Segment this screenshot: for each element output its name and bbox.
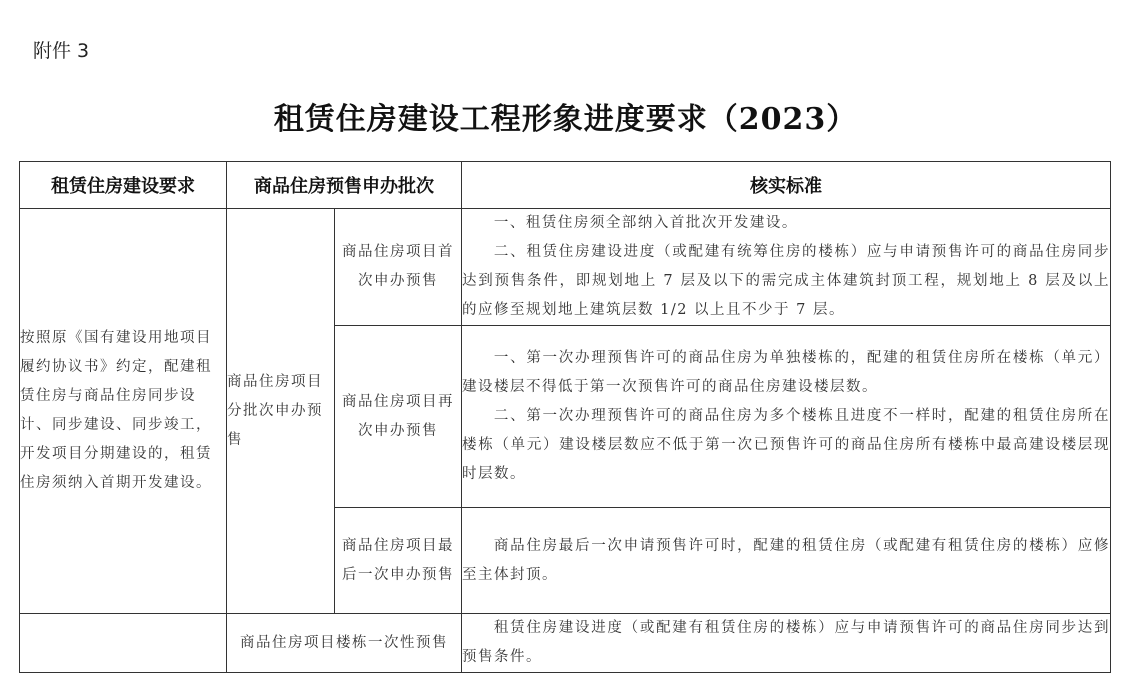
one-time-batch-cell (227, 614, 462, 673)
attachment-label: 附件 3 (33, 40, 90, 62)
criteria-paragraph: 一、第一次办理预售许可的商品住房为单独楼栋的，配建的租赁住房所在楼栋（单元）建设楼层不得低于第一次预售许可的商品住房建设楼层数。 (462, 350, 1110, 395)
one-time-batch-text: 商品住房项目楼栋一次性预售 (240, 634, 448, 651)
criteria-cell (462, 508, 1111, 614)
criteria-cell (462, 326, 1111, 508)
rental-requirement-cell (20, 209, 227, 614)
criteria-cell (462, 614, 1111, 673)
criteria-paragraph: 一、租赁住房须全部纳入首批次开发建设。 (493, 215, 798, 231)
criteria-paragraph: 二、租赁住房建设进度（或配建有统筹住房的楼栋）应与申请预售许可的商品住房同步达到预售条件，即规划地上 7 层及以下的需完成主体建筑封顶工程，规划地上 8 层及以上的应修至规划地上建筑层数 1/2 以上且不少于 7 层。 (462, 244, 1110, 318)
criteria-paragraph: 租赁住房建设进度（或配建有租赁住房的楼栋）应与申请预售许可的商品住房同步达到预售条件。 (462, 620, 1110, 665)
empty-cell (20, 614, 227, 673)
criteria-paragraph: 商品住房最后一次申请预售许可时，配建的租赁住房（或配建有租赁住房的楼栋）应修至主体封顶。 (462, 537, 1110, 583)
document-title: 租赁住房建设工程形象进度要求（2023） (273, 102, 858, 137)
header-presale-batch: 商品住房预售申办批次 (227, 162, 462, 209)
sub-batch-cell (335, 326, 462, 508)
table-header-row (20, 162, 1111, 209)
criteria-cell (462, 209, 1111, 326)
header-rental-requirement: 租赁住房建设要求 (20, 162, 227, 209)
table-row (20, 209, 1111, 326)
sub-batch-cell (335, 508, 462, 614)
sub-batch-first: 商品住房项目首次申办预售 (342, 244, 454, 289)
sub-batch-cell (335, 209, 462, 326)
requirements-table (19, 161, 1111, 673)
rental-requirement-text: 按照原《国有建设用地项目履约协议书》约定，配建租赁住房与商品住房同步设计、同步建设、同步竣工，开发项目分期建设的，租赁住房须纳入首期开发建设。 (20, 330, 212, 491)
batch-group-cell (227, 209, 335, 614)
batch-group-text: 商品住房项目分批次申办预售 (227, 373, 323, 448)
table-row (20, 614, 1111, 673)
criteria-paragraph: 二、第一次办理预售许可的商品住房为多个楼栋且进度不一样时，配建的租赁住房所在楼栋（单元）建设楼层数应不低于第一次已预售许可的商品住房所有楼栋中最高建设楼层现时层数。 (462, 408, 1110, 482)
sub-batch-second: 商品住房项目再次申办预售 (342, 393, 454, 439)
header-verification-standard: 核实标准 (462, 162, 1111, 209)
sub-batch-last: 商品住房项目最后一次申办预售 (342, 537, 454, 583)
